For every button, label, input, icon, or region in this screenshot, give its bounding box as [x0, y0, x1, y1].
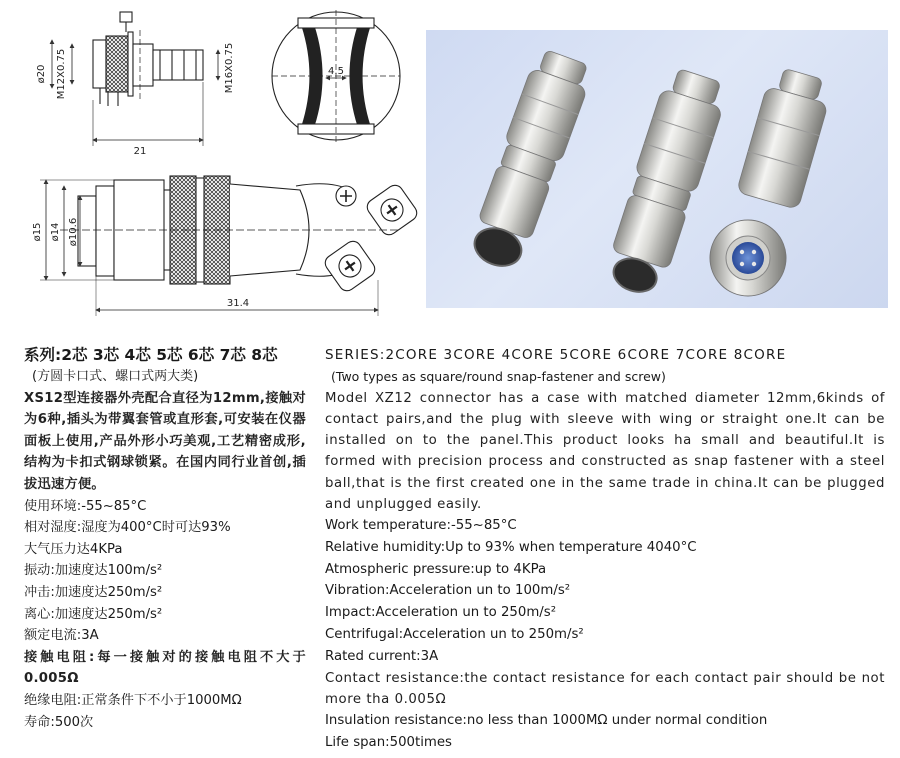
cn-series-heading: 系列:2芯 3芯 4芯 5芯 6芯 7芯 8芯 [24, 346, 278, 364]
en-life: Life span:500times [325, 734, 452, 750]
en-work-temp: Work temperature:-55~85°C [325, 518, 517, 534]
cn-contact-resistance: 接触电阻:每一接触对的接触电阻不大于0.005Ω [24, 649, 306, 687]
cn-life: 寿命:500次 [24, 714, 94, 730]
en-description: Model XZ12 connector has a case with matched diameter 12mm,6kinds of contact pairs,and the plug with sleeve with wing or straight one.It can be installed on to the panel.This product looks ha small and beautiful.It is formed with precision process and constructed as snap fastener with a steel ball,that is the first created one in the same trade in china.It can be plugged and unplugged easily. [325, 390, 885, 512]
product-photo [426, 30, 888, 308]
chinese-spec-column [24, 344, 306, 733]
plug-drawing [40, 176, 420, 316]
dim-45-label: 4.5 [328, 66, 344, 77]
en-types-note: (Two types as square/round snap-fastener and screw) [331, 369, 666, 384]
en-insulation: Insulation resistance:no less than 1000MΩ under normal condition [325, 713, 768, 728]
dim-m12-label: M12X0.75 [56, 48, 67, 100]
cn-vibration: 振动:加速度达100m/s² [24, 563, 163, 579]
dim-21-label: 21 [133, 146, 147, 157]
socket-insert [732, 242, 764, 274]
dim-d14-label: ø14 [50, 222, 61, 242]
dim-314-label: 31.4 [226, 298, 250, 309]
cn-impact: 冲击:加速度达250m/s² [24, 584, 163, 600]
english-spec-column [325, 344, 885, 754]
side-view-drawing [52, 12, 218, 146]
technical-drawings [0, 0, 420, 330]
en-impact: Impact:Acceleration un to 250m/s² [325, 605, 557, 621]
en-humidity: Relative humidity:Up to 93% when temperature 4040°C [325, 539, 697, 555]
cn-description: XS12型连接器外壳配合直径为12mm,接触对为6种,插头为带翼套管或直形套,可安装在仪器面板上使用,产品外形小巧美观,工艺精密成形,结构为卡扣式钢球锁紧。在国内同行业首创,插拔迅速方便。 [24, 390, 306, 492]
en-vibration: Vibration:Acceleration un to 100m/s² [325, 583, 571, 599]
dim-m16-label: M16X0.75 [224, 42, 235, 94]
cn-env: 使用环境:-55~85°C [24, 498, 147, 514]
dim-d106-label: ø10.6 [68, 217, 79, 247]
cn-pressure: 大气压力达4KPa [24, 541, 123, 557]
cn-centrifugal: 离心:加速度达250m/s² [24, 606, 163, 622]
cn-current: 额定电流:3A [24, 628, 99, 644]
connector-socket-right [736, 65, 834, 210]
cn-types-note: (方圆卡口式、螺口式两大类) [32, 369, 199, 384]
cn-humidity: 相对湿度:湿度为400°C时可达93% [24, 520, 231, 536]
en-contact-resistance: Contact resistance:the contact resistance for each contact pair should be not more tha 0.005Ω [325, 670, 885, 707]
en-series-heading: SERIES:2CORE 3CORE 4CORE 5CORE 6CORE 7CORE 8CORE [325, 347, 787, 363]
en-centrifugal: Centrifugal:Acceleration un to 250m/s² [325, 627, 584, 642]
connector-illustration [426, 30, 888, 308]
connector-plug-left [464, 47, 596, 274]
dim-d15-label: ø15 [32, 222, 43, 242]
cn-insulation: 绝缘电阻:正常条件下不小于1000MΩ [24, 692, 242, 708]
dim-d20-label: ø20 [36, 64, 47, 84]
en-pressure: Atmospheric pressure:up to 4KPa [325, 561, 547, 577]
en-current: Rated current:3A [325, 648, 439, 664]
